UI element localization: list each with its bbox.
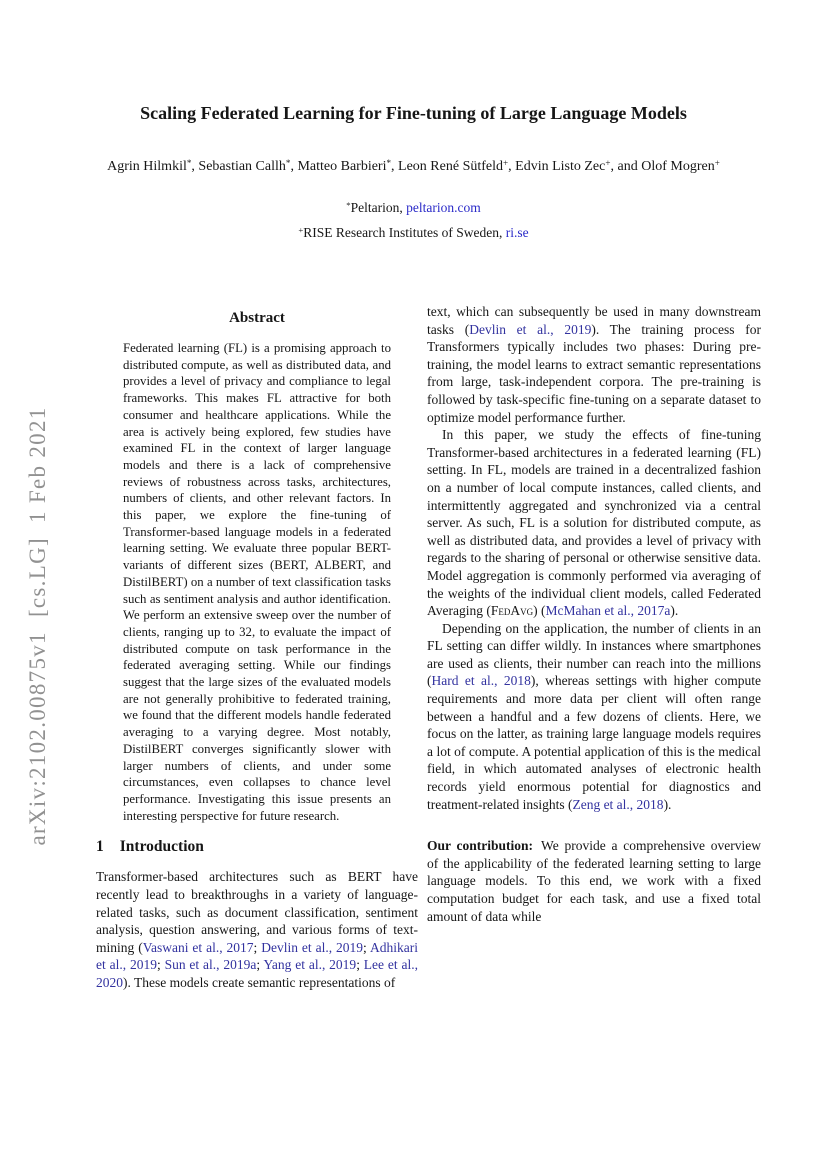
text-run: Depending on the application, the number of clients in an FL setting can differ wildly. In instances where smartphones are used as clients, their number can reach into the millions ( xyxy=(427,620,761,689)
affiliations-block xyxy=(0,194,827,244)
text-run: ). The training process for Transformers typically includes two phases: During pre-training, the model learns to extract semantic representations from large, task-independent corpora. The pre-training is followed by task-specific fine-tuning on a separate dataset to optimize model performance further. xyxy=(427,321,761,425)
text-run: ; xyxy=(256,957,264,973)
section-heading-introduction xyxy=(96,838,418,856)
text-run: We provide a comprehensive overview of the applicability of the federated learning setting to large language models. To this end, we work with a fixed computation budget for each task, and use a fixed total amount of data while xyxy=(427,838,761,924)
paragraph xyxy=(427,303,761,426)
introduction-right-text xyxy=(427,303,761,925)
left-column xyxy=(96,305,418,992)
affiliation-line-rise xyxy=(0,219,827,244)
text-run: Olof Mogren xyxy=(641,159,715,175)
text-run: , xyxy=(391,159,399,175)
paragraph xyxy=(96,868,418,991)
text-run: , xyxy=(290,159,298,175)
text-run: Peltarion, xyxy=(350,199,407,215)
citation-link[interactable]: Zeng et al., 2018 xyxy=(572,796,664,812)
abstract-body xyxy=(123,340,391,824)
superscript-mark: + xyxy=(298,224,304,235)
section-title: Introduction xyxy=(119,838,204,856)
paragraph xyxy=(427,620,761,814)
superscript-mark: + xyxy=(503,158,509,168)
citation-link[interactable]: Adhikari et al., 2019 xyxy=(96,939,418,973)
text-run: , xyxy=(508,159,516,175)
text-run: , xyxy=(191,159,199,175)
superscript-mark: * xyxy=(285,158,291,168)
citation-link[interactable]: Sun et al., 2019a xyxy=(164,957,257,973)
authors-line xyxy=(20,158,807,175)
smallcaps-term: FedAvg xyxy=(490,603,534,619)
text-run: ). xyxy=(663,796,672,812)
text-run: , and xyxy=(610,159,642,175)
section-number: 1 xyxy=(96,838,104,856)
superscript-mark: * xyxy=(386,158,392,168)
citation-link[interactable]: Lee et al., 2020 xyxy=(96,957,418,990)
text-run: ). xyxy=(670,603,679,619)
text-run: Leon René Sütfeld xyxy=(398,159,504,175)
citation-link[interactable]: Devlin et al., 2019 xyxy=(261,939,364,955)
external-link[interactable]: ri.se xyxy=(505,224,529,240)
abstract-heading: Abstract xyxy=(229,310,285,326)
arxiv-stamp: arXiv:2102.00875v1 [cs.LG] 1 Feb 2021 xyxy=(25,406,50,846)
superscript-mark: * xyxy=(186,158,192,168)
external-link[interactable]: peltarion.com xyxy=(406,199,481,215)
citation-link[interactable]: Vaswani et al., 2017 xyxy=(142,939,254,955)
text-run: Matteo Barbieri xyxy=(297,159,387,175)
superscript-mark: + xyxy=(714,158,720,168)
text-run: In this paper, we study the effects of fine-tuning Transformer-based architectures in a federated learning (FL) setting. In FL, models are trained in a decentralized fashion on a number of local compute instances, called clients, and intermittently aggregated and synchronized via a central server. As such, FL is a solution for distributed compute, as well as distributed data, and provides a level of privacy with regards to the sharing of personal or otherwise sensitive data. Model aggregation is commonly performed via averaging of the weights of the individual client models, called Federated Averaging ( xyxy=(427,427,761,619)
text-run: text, which can subsequently be used in many downstream tasks ( xyxy=(427,304,761,337)
text-run: ; xyxy=(156,957,165,973)
superscript-mark: * xyxy=(346,200,351,210)
text-run: Edvin Listo Zec xyxy=(515,159,606,175)
run-in-heading: Our contribution: xyxy=(427,838,534,854)
paper-title: Scaling Federated Learning for Fine-tuning of Large Language Models xyxy=(140,103,687,123)
text-run: ), whereas settings with higher compute requirements and more data per client will often range between a handful and a few dozens of clients. Here, we focus on the latter, as training large language models requires a lot of compute. A potential application of this is the medical field, in which automated analyses of electronic health records yield enormous potential for diagnostics and treatment-related insights ( xyxy=(427,673,761,812)
text-run: ; xyxy=(356,957,364,973)
right-column xyxy=(427,303,761,925)
paragraph xyxy=(427,837,761,925)
text-run: Agrin Hilmkil xyxy=(107,159,187,175)
citation-link[interactable]: Devlin et al., 2019 xyxy=(469,321,592,337)
citation-link[interactable]: Hard et al., 2018 xyxy=(431,673,531,689)
text-run: Transformer-based architectures such as BERT have recently lead to breakthroughs in a variety of language-related tasks, such as document classification, sentiment analysis, question answering, and various forms of text-mining ( xyxy=(96,869,418,955)
affiliation-line-peltarion xyxy=(0,194,827,219)
superscript-mark: + xyxy=(605,158,611,168)
text-run: Federated learning (FL) is a promising approach to distributed compute, as well as distributed data, and provides a level of privacy and compliance to legal frameworks. This makes FL attractive for both consumer and healthcare applications. While the area is actively being explored, few studies have examined FL in the context of larger language models and there is a lack of comprehensive reviews of robustness across tasks, architectures, numbers of clients, and other relevant factors. In this paper, we explore the fine-tuning of Transformer-based language models in a federated learning setting. We evaluate three popular BERT-variants of different sizes (BERT, ALBERT, and DistilBERT) on a number of text classification tasks such as sentiment analysis and author identification. We perform an extensive sweep over the number of clients, ranging up to 32, to evaluate the impact of distributed compute on task performance in the federated averaging setting. While our findings suggest that the large sizes of the evaluated models are not generally prohibitive to federated training, we found that the different models handle federated averaging to a varying degree. Most notably, DistilBERT converges significantly slower with larger numbers of clients, and under some circumstances, even collapses to chance level performance. Investigating this issue presents an interesting perspective for future research. xyxy=(123,341,391,823)
text-run: Sebastian Callh xyxy=(198,159,286,175)
text-run: ) ( xyxy=(533,603,546,619)
introduction-left-text xyxy=(96,868,418,991)
text-run: ; xyxy=(363,939,370,955)
text-run: ). These models create semantic representations of xyxy=(123,974,396,990)
citation-link[interactable]: Yang et al., 2019 xyxy=(263,957,357,973)
citation-link[interactable]: McMahan et al., 2017a xyxy=(545,603,671,619)
paragraph xyxy=(427,426,761,620)
text-run: RISE Research Institutes of Sweden, xyxy=(303,224,506,240)
text-run: ; xyxy=(253,939,262,955)
